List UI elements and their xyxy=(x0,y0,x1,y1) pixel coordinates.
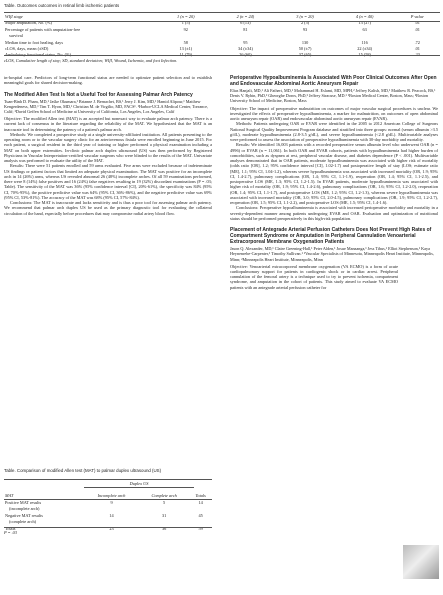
corner-image xyxy=(403,545,439,579)
abstract-objective: Objective: Venoarterial extracorporeal membrane oxygenation (VA ECMO) is a form of acute cardiopulmonary support for patients in cardiogenic shock or in cardiac arrest. Peripheral cannulation of the femoral artery is a technique used to try to prevent ischemia, compartment syndrome, and amputation in the cohort of patients. This study aimed to evaluate VA ECMO patients with an antegrade arterial perfusion catheter for xyxy=(230,263,398,290)
table-cell: cLOS, days, mean (±SD) xyxy=(5,45,49,51)
table-cell: 6 (13) xyxy=(240,20,251,26)
table2-header-cell: Incomplete arch xyxy=(97,493,126,498)
table-cell: .01 xyxy=(414,26,420,32)
table1-rule-top xyxy=(4,12,440,13)
table-cell: Positive MAT results xyxy=(5,499,42,505)
table-row xyxy=(4,519,212,526)
table-cell: 58 xyxy=(183,39,188,45)
table-cell: 95 xyxy=(243,39,248,45)
table-cell: 93 xyxy=(302,26,308,32)
abstract-objective: Objective: The modified Allen test (MAT) is an accepted but nonexact way to evaluate palmar arch patency. There is a current lack of consensus in the literature regarding the reliability of the MAT. We hypothesized that the MAT is an inaccurate tool in determining the patency of a patient's palmar arch. xyxy=(4,116,212,132)
abstract-conclusions: Conclusions: Preoperative hypoalbuminemia is associated with increased perioperative morbidity and mortality in a severity-dependent manner among patients undergoing EVAR and OAR. Evaluation and optimization of nutritional status should be performed preoperatively in this high-risk population. xyxy=(230,205,438,221)
table-cell: 5 xyxy=(163,499,166,505)
table-cell: Median time to foot healing, days xyxy=(5,39,63,45)
table2-caption: Table. Comparison of modified Allen test (MAT) to palmar duplex ultrasound (US) xyxy=(4,468,162,473)
table2-group-rule xyxy=(84,487,194,488)
table-cell: 23 xyxy=(109,525,114,531)
table2-rule-bottom xyxy=(4,527,212,528)
table-cell: (incomplete arch) xyxy=(9,506,40,512)
table-cell: 11 (79) xyxy=(179,52,192,58)
table-cell: Major amputation, No. (%) xyxy=(5,20,52,26)
table2-header-cell: Totals xyxy=(195,493,206,498)
table1-header-cell: 3 (n = 20) xyxy=(296,14,314,19)
article-authors: Elias Hanjali, MD,¹ Ali Fatheri, MD,¹ Mohammad H. Eslami, MD, MPH,² Jeffrey Kalish, MD,¹ Matthew R. Peacock, BS,¹ Denis V. Rybin, PhD,³ Gheorghe Doros, PhD,³ Jeffrey Siracuse, MD.¹ ¹Boston Medical Center, Boston, Mass; ²Boston University School of Medicine, Boston, Mass xyxy=(230,88,436,104)
table1-header-cell: 4 (n = 40) xyxy=(355,14,374,19)
table1-header-cell: P value xyxy=(410,14,424,19)
table-cell: 15 (58) xyxy=(358,52,371,58)
article-authors: Tuan-Bình D. Pham, MD,¹ Jaśke Okumara,¹ Brianne J. Bernachet, BS,¹ Jerry J. Kim, MD,¹ Hamid Alipour,¹ Matthew Kengerdeness, MD,¹ Tim T. Hyon, MD,¹ Christian M. de Virgilio, MD, FACS¹. ¹Harbor-UCLA Medical Center, Torrance, Calif; ²David Geffen School of Medicine at University of California, Los Angeles, Los Angeles, Calif xyxy=(4,98,209,114)
table-cell: 22 (±34) xyxy=(357,45,373,51)
table-cell: 14 xyxy=(109,512,114,518)
table1-caption: Table. Outcomes outcomes in retinal limb ischemic patients xyxy=(4,3,120,8)
abstract-conclusions: Conclusions: The MAT is inaccurate and lacks sensitivity and is thus a poor tool for assessing palmar arch patency. We recommend that palmar arch duplex US be used as the primary diagnostic tool for evaluating the collateral circulation of the hand, especially before procedures that may compromise radial artery blood flow. xyxy=(4,200,212,216)
table-cell: 50 (±7) xyxy=(298,45,312,51)
table1-rule-bottom xyxy=(4,55,440,56)
table-row xyxy=(4,506,212,513)
table-cell: .23 xyxy=(414,52,420,58)
table-cell: 130 xyxy=(301,39,309,45)
table-cell: 81 xyxy=(243,26,248,32)
table2-header-cell: Complete arch xyxy=(151,493,177,498)
table-row xyxy=(4,513,212,520)
table-cell: survival xyxy=(9,33,23,39)
table-cell: 59 xyxy=(198,525,203,531)
table-cell: 13 (27) xyxy=(358,20,371,26)
table-cell: 26 (60) xyxy=(239,52,252,58)
intro-paragraph: in-hospital care. Predictors of long-term functional status are needed to optimize patient selection and to establish meaningful goals for shared decision-making. xyxy=(4,75,212,86)
article-title: Placement of Antegrade Arterial Perfusion Catheters Does Not Prevent High Rates of Compartment Syndrome or Amputation in Peripheral Cannulation Venoarterial Extracorporeal Membrane Oxygenation Patients xyxy=(230,227,432,246)
table-cell: Totals xyxy=(5,525,16,531)
table-cell: 36 xyxy=(161,525,167,531)
article-title: The Modified Allen Test Is Not a Useful Tool for Assessing Palmar Arch Patency xyxy=(4,91,193,98)
table-cell: (complete arch) xyxy=(9,519,37,525)
table1-header-cell: 2 (n = 24) xyxy=(236,14,255,19)
table-row xyxy=(4,500,212,507)
abstract-methods: Methods: We completed a prospective study at a single university-affiliated institution. All patients presenting to the operating room or to the vascular surgery clinic for an arteriovenous fistula were enrolled beginning in June 2015. For each patient, a surgical resident in the third year of training or higher performed a physical examination including a MAT on both upper extremities. In-clinic palmar arch duplex ultrasound (US) was then performed by Registered Physicians in Vascular Interpretation-certified vascular surgeons who were blinded to the results of the MAT. Univariate analysis was performed to evaluate the utility of the MAT. xyxy=(4,131,212,164)
article-title: Perioperative Hypoalbuminemia Is Associated With Poor Clinical Outcomes After Open and Endovascular Abdominal Aortic Aneurysm Repair xyxy=(230,75,437,87)
table2-group-header: Duplex US xyxy=(129,481,149,486)
table-cell: 116 xyxy=(361,39,368,45)
table1-footnote: cLOS, Cumulative length of stay; SD, standard deviation; WIfI, Wound, Ischemia, and foot Infection. xyxy=(4,58,178,63)
right-column xyxy=(230,75,438,290)
left-column xyxy=(4,75,212,216)
table-cell: 1 (5) xyxy=(181,20,190,26)
table-cell: 45 xyxy=(198,512,203,518)
table2-rule-mid xyxy=(4,499,212,500)
table-cell: .72 xyxy=(414,39,420,45)
abstract-methods: Methods: Patients undergoing OAR or EVAR were identified in the 2005 to 2012 American College of Surgeons National Surgical Quality Improvement Program database and stratified into three groups: normal (serum albumin >3.5 g/dL), moderate hypoalbuminemia (2.8-3.5 g/dL), and severe hypoalbuminemia (<2.8 g/dL). Multivariable analyses were performed to assess the association of preoperative hypoalbuminemia with 30-day morbidity and mortality. xyxy=(230,121,438,143)
table-cell: 92 xyxy=(183,26,188,32)
table1-header-cell: WIfI stage xyxy=(5,14,23,19)
article-ecmo xyxy=(230,227,438,290)
abstract-results: Results: We identified 16,003 patients with a recorded preoperative serum albumin level who underwent OAR (n = 4996) or EVAR (n = 11,061). In both OAR and EVAR cohorts, patients with hypoalbuminemia had higher burden of comorbidities, such as dyspnea at rest, peripheral vascular disease, and diabetes dependence (P < .001). Multivariable analyses demonstrated that in OAR patients, moderate hypoalbuminemia was associated with higher risk of mortality (odds ratio [OR], 1.2; 95% confidence interval [CI], 1.02-1.7) and postoperative length of stay (LOS; estimate ratio [ME], 1.1; 95% CI, 1.04-1.2), whereas severe hypoalbuminemia was associated with increased mortality (OR, 1.9; 95% CI, 1.4-2.7), pulmonary complications (OR, 1.4; 95% CI, 1.1-1.9), reoperation (OR, 1.4; 95% CI, 1.1-2.5), and postoperative LOS (ME, 1.3; 95% CI, 1.2-1.5). In EVAR patients, moderate hypoalbuminemia was associated with higher risk of mortality (OR, 1.9; 95% CI, 1.4-2.6), pulmonary complications (OR, 1.6; 95% CI, 1.2-2.0), reoperation (OR, 1.4; 95% CI, 1.1-1.7), and postoperative LOS (ME, 1.2; 95% CI, 1.2-1.3), whereas severe hypoalbuminemia was associated with increased mortality (OR, 3.0; 95% CI, 2.0-4.5), pulmonary complications (OR, 1.9; 95% CI, 1.2-2.7), reoperation (OR, 1.5; 95% CI, 1.1-2.2), and postoperative LOS (ME, 1.5; 95% CI, 1.4-1.6). xyxy=(230,142,438,206)
table-cell: 2 (5) xyxy=(300,20,310,26)
table-cell: Ambulatory functional status, No. (%) xyxy=(5,52,72,58)
table1-rule-mid xyxy=(4,21,440,22)
table-cell: 63 xyxy=(362,26,367,32)
table2-rule-top xyxy=(4,479,212,480)
table-cell: .01 xyxy=(414,20,420,26)
table-cell: 31 xyxy=(161,512,167,518)
table-cell: 9 xyxy=(110,499,113,505)
table-cell: .01 xyxy=(414,45,420,51)
abstract-results: Results: There were 51 patients enrolled and 59 arms evaluated. Five arms were excluded because of indeterminate US findings or patient factors that limited an adequate physical examination. The MAT was positive for an incomplete arch in 14 (26%) arms, whereas US revealed abnormal 26 (48%) incomplete arches. Of all 59 examinations performed, there were 8 (14%) false positives and 16 (24%) false negatives resulting in 19 (32%) discordant examinations (P = .03; Table). The sensitivity of the MAT was 36% (95% confidence interval [CI], 20%-61%), the specificity was 84% (95% CI, 70%-95%), the positive predictive value was 64% (95% CI, 36%-86%), and the negative predictive value was 69% (95% CI, 53%-81%). The accuracy of the MAT was 68% (95% CI, 57%-84%). xyxy=(4,163,212,200)
table-cell: 14 xyxy=(198,499,203,505)
table-cell: 34 (±34) xyxy=(237,45,253,51)
article-hypoalbuminemia xyxy=(230,75,438,221)
table-cell: 37 (65) xyxy=(298,52,312,58)
table-cell: 13 (±1) xyxy=(179,45,193,51)
table-cell: Percentage of patients with amputation-free xyxy=(5,26,81,32)
table1-header-cell: 1 (n = 20) xyxy=(177,14,195,19)
article-authors: Jason Q. Alexander, MD,¹ Claire Greening-Hall,¹ Peter Alden,¹ Josue Manzanga,¹ Jess Tibus,¹ Elliot Stephenson,¹ Kaya Heynenrebe-Carpenter,¹ Timothy Sullivan.¹ ¹Vascular Specialists of Minnesota, Minneapolis Heart Institute, Minneapolis, Minn; ²Minneapolis Heart Institute, Minneapolis, Minn xyxy=(230,246,434,262)
table2-header-cell: MAT xyxy=(5,493,14,498)
article-mat xyxy=(4,92,212,216)
abstract-objective: Objective: The impact of preoperative malnutrition on outcomes of major vascular surgical procedures is unclear. We investigated the effects of preoperative hypoalbuminemia, a marker for malnutrition, on outcomes of open abdominal aortic aneurysm repair (OAR) and endovascular abdominal aortic aneurysm repair (EVAR). xyxy=(230,105,438,122)
table2-pvalue: P = .03 xyxy=(4,530,17,535)
table-cell: Negative MAT results xyxy=(5,512,43,518)
